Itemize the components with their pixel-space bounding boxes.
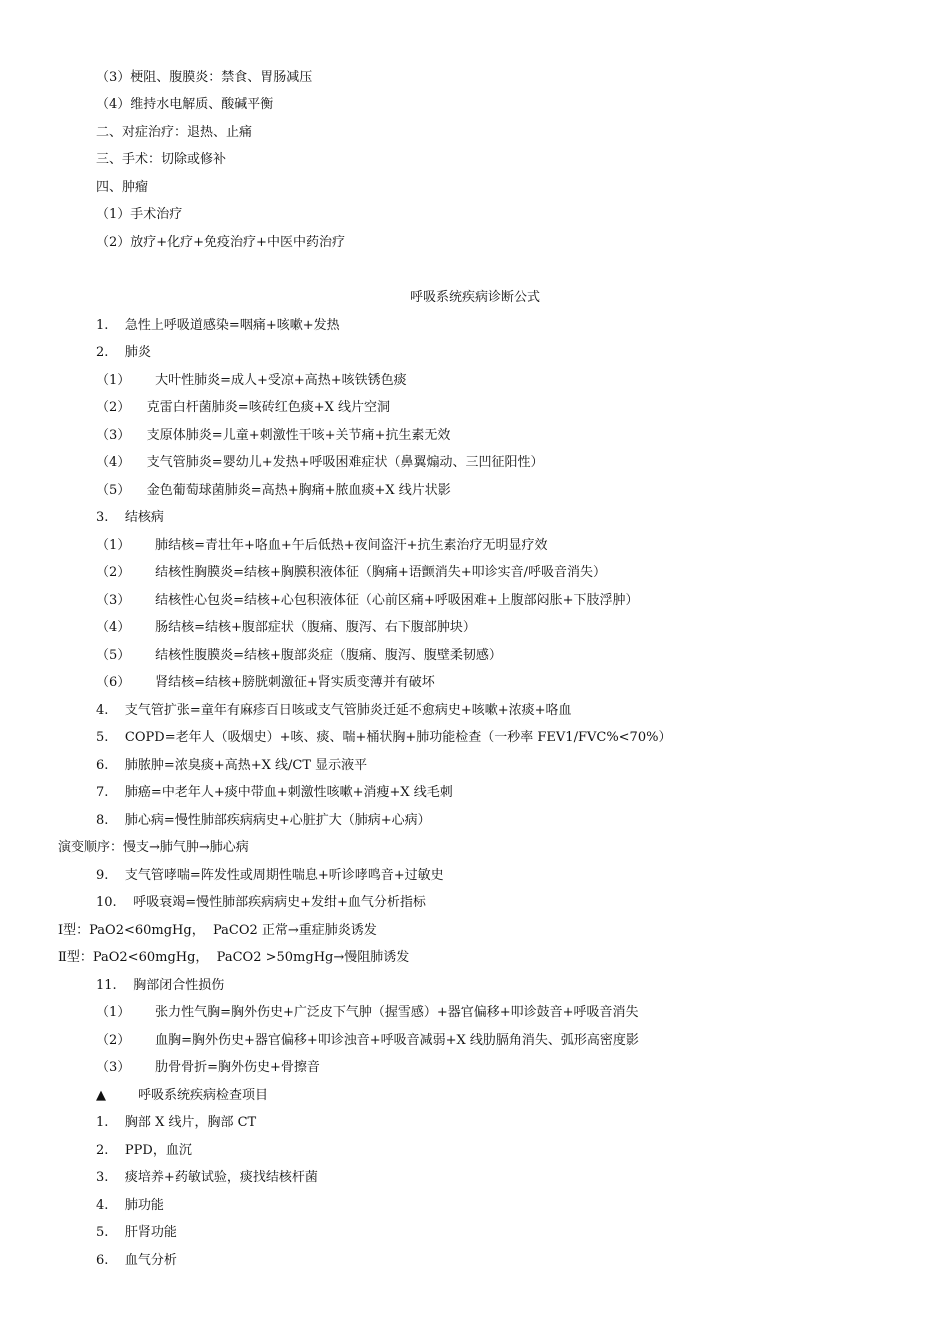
respiratory-failure-type-1: Ⅰ型：PaO2<60mgHg， PaCO2 正常→重症肺炎诱发 [58,923,377,938]
list-item: 6. 肺脓肿=浓臭痰+高热+X 线/CT 显示液平 [96,758,368,773]
text-line: 四、肿瘤 [96,180,149,195]
respiratory-failure-type-2: Ⅱ型：PaO2<60mgHg， PaCO2 >50mgHg→慢阻肺诱发 [58,950,410,965]
exam-title: 呼吸系统疾病检查项目 [138,1088,269,1103]
list-item: 10. 呼吸衰竭=慢性肺部疾病病史+发绀+血气分析指标 [96,895,426,910]
list-item: （1） 大叶性肺炎=成人+受凉+高热+咳铁锈色痰 [96,373,407,388]
text-line: 二、对症治疗：退热、止痛 [96,125,253,140]
list-item: 5. 肝肾功能 [96,1225,177,1240]
list-item: 9. 支气管哮喘=阵发性或周期性喘息+听诊哮鸣音+过敏史 [96,868,444,883]
list-item: 2. 肺炎 [96,345,151,360]
list-item: （3） 肋骨骨折=胸外伤史+骨擦音 [96,1060,320,1075]
list-item: 4. 肺功能 [96,1198,164,1213]
list-item: （5） 结核性腹膜炎=结核+腹部炎症（腹痛、腹泻、腹壁柔韧感） [96,648,502,663]
text-line: （2）放疗+化疗+免疫治疗+中医中药治疗 [96,235,345,250]
list-item: 6. 血气分析 [96,1253,177,1268]
triangle-bullet-icon: ▲ [96,1088,106,1103]
evolution-line: 演变顺序：慢支→肺气肿→肺心病 [58,840,249,855]
list-item: （3） 结核性心包炎=结核+心包积液体征（心前区痛+呼吸困难+上腹部闷胀+下肢浮肿） [96,593,639,608]
exam-heading [96,1087,268,1105]
list-item: （2） 血胸=胸外伤史+器官偏移+叩诊浊音+呼吸音减弱+X 线肋膈角消失、弧形高密度影 [96,1033,639,1048]
list-item: 1. 急性上呼吸道感染=咽痛+咳嗽+发热 [96,318,340,333]
list-item: （4） 支气管肺炎=婴幼儿+发热+呼吸困难症状（鼻翼煽动、三凹征阳性） [96,455,544,470]
text-line: （4）维持水电解质、酸碱平衡 [96,97,274,112]
list-item: （1） 肺结核=青壮年+咯血+午后低热+夜间盗汗+抗生素治疗无明显疗效 [96,538,548,553]
list-item: 8. 肺心病=慢性肺部疾病病史+心脏扩大（肺病+心病） [96,813,431,828]
list-item: （2） 克雷白杆菌肺炎=咳砖红色痰+X 线片空洞 [96,400,390,415]
text-line: （1）手术治疗 [96,207,183,222]
list-item: （2） 结核性胸膜炎=结核+胸膜积液体征（胸痛+语颤消失+叩诊实音/呼吸音消失） [96,565,607,580]
list-item: （6） 肾结核=结核+膀胱刺激征+肾实质变薄并有破坏 [96,675,435,690]
list-item: （5） 金色葡萄球菌肺炎=高热+胸痛+脓血痰+X 线片状影 [96,483,451,498]
text-line: 三、手术：切除或修补 [96,152,227,167]
text-line: （3）梗阻、腹膜炎：禁食、胃肠减压 [96,70,313,85]
list-item: （4） 肠结核=结核+腹部症状（腹痛、腹泻、右下腹部肿块） [96,620,476,635]
list-item: 4. 支气管扩张=童年有麻疹百日咳或支气管肺炎迁延不愈病史+咳嗽+浓痰+咯血 [96,703,572,718]
list-item: 3. 痰培养+药敏试验，痰找结核杆菌 [96,1170,318,1185]
list-item: 1. 胸部 X 线片，胸部 CT [96,1115,257,1130]
list-item: 7. 肺癌=中老年人+痰中带血+刺激性咳嗽+消瘦+X 线毛刺 [96,785,453,800]
list-item: 3. 结核病 [96,510,164,525]
list-item: （3） 支原体肺炎=儿童+刺激性干咳+关节痛+抗生素无效 [96,428,451,443]
list-item: （1） 张力性气胸=胸外伤史+广泛皮下气肿（握雪感）+器官偏移+叩诊鼓音+呼吸音消失 [96,1005,639,1020]
section-title: 呼吸系统疾病诊断公式 [409,290,540,305]
list-item: 5. COPD=老年人（吸烟史）+咳、痰、喘+桶状胸+肺功能检查（一秒率 FEV1/FVC%<70%） [96,730,672,745]
list-item: 2. PPD，血沉 [96,1143,192,1158]
list-item: 11. 胸部闭合性损伤 [96,978,225,993]
